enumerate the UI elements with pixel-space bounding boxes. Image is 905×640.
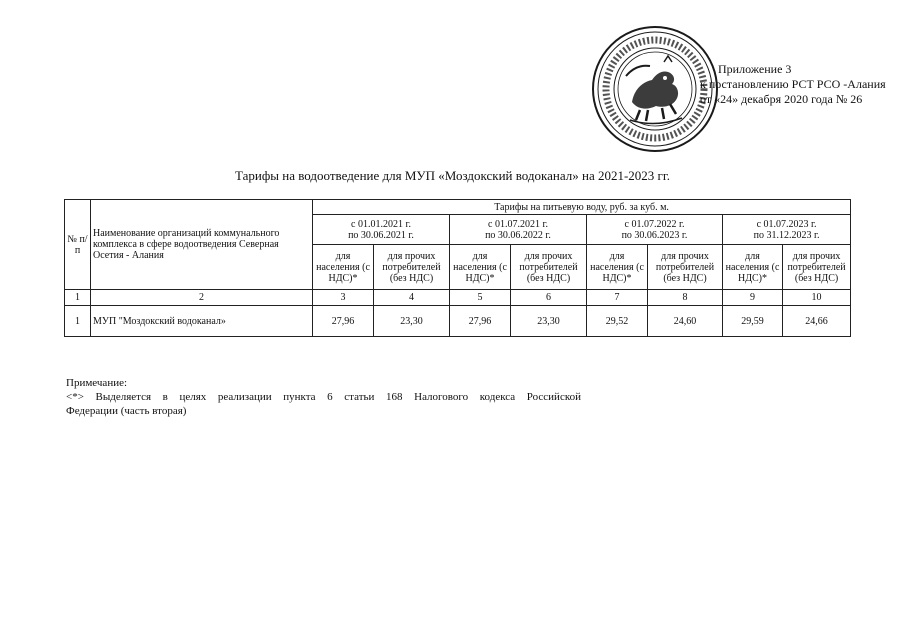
footnote	[66, 376, 581, 418]
tariff-value: 24,66	[783, 306, 851, 337]
column-number: 4	[374, 290, 450, 306]
footnote-title: Примечание:	[66, 377, 128, 389]
column-number-row	[65, 290, 851, 306]
period-1-to: по 30.06.2021 г.	[348, 229, 414, 241]
column-number: 3	[313, 290, 374, 306]
column-number: 5	[450, 290, 511, 306]
appendix-number: Приложение 3	[718, 62, 792, 76]
period-1-from: с 01.01.2021 г.	[351, 218, 411, 230]
header-period-4	[723, 215, 851, 245]
header-col-num: № п/п	[65, 200, 91, 290]
footnote-line-2: Федерации (часть вторая)	[66, 405, 187, 417]
period-2-to: по 30.06.2022 г.	[485, 229, 551, 241]
tariff-value: 24,60	[648, 306, 723, 337]
column-number: 7	[587, 290, 648, 306]
header-col-name: Наименование организаций коммунального комплекса в сфере водоотведения Северная Осетия - Алания	[91, 200, 313, 290]
header-sub-population: для населения (с НДС)*	[450, 245, 511, 290]
tariff-value: 27,96	[450, 306, 511, 337]
header-period-1	[313, 215, 450, 245]
header-sub-other: для прочих потребителей (без НДС)	[511, 245, 587, 290]
column-number: 8	[648, 290, 723, 306]
footnote-line-1: <*> Выделяется в целях реализации пункта 6 статьи 168 Налогового кодекса Российской	[66, 391, 581, 403]
header-sub-population: для населения (с НДС)*	[587, 245, 648, 290]
header-sub-other: для прочих потребителей (без НДС)	[648, 245, 723, 290]
tariff-value: 29,52	[587, 306, 648, 337]
table-row	[65, 306, 851, 337]
appendix-header	[700, 62, 900, 107]
column-number: 1	[65, 290, 91, 306]
appendix-date: от «24» декабря 2020 года № 26	[700, 92, 863, 106]
tariff-value: 23,30	[511, 306, 587, 337]
header-sub-population: для населения (с НДС)*	[723, 245, 783, 290]
column-number: 6	[511, 290, 587, 306]
period-3-from: с 01.07.2022 г.	[624, 218, 685, 230]
period-4-from: с 01.07.2023 г.	[756, 218, 817, 230]
tariff-value: 23,30	[374, 306, 450, 337]
header-sub-population: для населения (с НДС)*	[313, 245, 374, 290]
header-sub-other: для прочих потребителей (без НДС)	[783, 245, 851, 290]
header-tariff: Тарифы на питьевую воду, руб. за куб. м.	[313, 200, 851, 215]
column-number: 9	[723, 290, 783, 306]
appendix-resolution: к постановлению РСТ РСО -Алания	[700, 77, 886, 91]
row-number: 1	[65, 306, 91, 337]
header-sub-other: для прочих потребителей (без НДС)	[374, 245, 450, 290]
period-2-from: с 01.07.2021 г.	[488, 218, 548, 230]
document-title: Тарифы на водоотведение для МУП «Моздокский водоканал» на 2021-2023 гг.	[235, 168, 670, 183]
organization-name: МУП "Моздокский водоканал»	[91, 306, 313, 337]
header-period-2	[450, 215, 587, 245]
header-period-3	[587, 215, 723, 245]
tariff-table	[64, 199, 851, 337]
tariff-value: 29,59	[723, 306, 783, 337]
column-number: 10	[783, 290, 851, 306]
tariff-value: 27,96	[313, 306, 374, 337]
period-4-to: по 31.12.2023 г.	[753, 229, 820, 241]
column-number: 2	[91, 290, 313, 306]
period-3-to: по 30.06.2023 г.	[621, 229, 688, 241]
